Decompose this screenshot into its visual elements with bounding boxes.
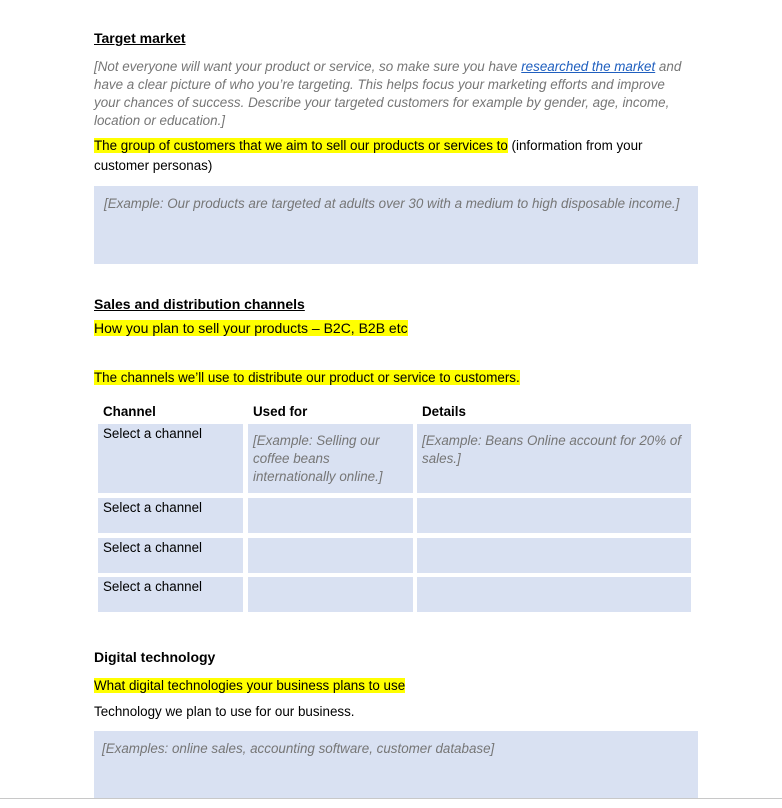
sales-channels-heading: Sales and distribution channels bbox=[94, 296, 305, 312]
details-example: [Example: Beans Online account for 20% of sales.] bbox=[422, 433, 682, 466]
details-cell[interactable] bbox=[417, 577, 691, 612]
channel-select-cell[interactable] bbox=[98, 538, 243, 573]
researched-the-market-link[interactable]: researched the market bbox=[521, 59, 656, 74]
details-cell[interactable] bbox=[417, 538, 691, 573]
target-market-heading: Target market bbox=[94, 30, 186, 46]
digital-tech-prompt: What digital technologies your business plans to use bbox=[94, 678, 406, 693]
details-cell[interactable] bbox=[417, 424, 691, 493]
used-for-cell[interactable] bbox=[248, 424, 413, 493]
digital-tech-intro: Technology we plan to use for our business. bbox=[94, 704, 355, 719]
page-edge-divider bbox=[0, 798, 782, 799]
channel-select-value: Select a channel bbox=[103, 579, 203, 594]
channel-select-cell[interactable] bbox=[98, 498, 243, 533]
digital-tech-example: [Examples: online sales, accounting software, customer database] bbox=[102, 741, 495, 756]
channel-select-cell[interactable] bbox=[98, 577, 243, 612]
digital-tech-field[interactable] bbox=[94, 731, 698, 798]
channel-select-cell[interactable] bbox=[98, 424, 243, 493]
target-market-prompt-rest: (information from your customer personas) bbox=[94, 138, 643, 173]
used-for-example: [Example: Selling our coffee beans internationally online.] bbox=[253, 433, 383, 484]
target-market-guidance bbox=[94, 58, 694, 130]
target-market-prompt bbox=[94, 136, 694, 176]
guidance-text-end: and have a clear picture of who you’re targeting. This helps focus your marketing efforts and improve your chances of success. Describe your targeted customers for example by gender, age, income, location or education.] bbox=[94, 59, 682, 128]
channel-select-value: Select a channel bbox=[103, 426, 203, 441]
column-header-channel: Channel bbox=[103, 404, 156, 419]
target-market-example: [Example: Our products are targeted at adults over 30 with a medium to high disposable income.] bbox=[104, 196, 680, 211]
used-for-cell[interactable] bbox=[248, 538, 413, 573]
sales-channels-subheading-wrap bbox=[94, 318, 408, 338]
channel-select-value: Select a channel bbox=[103, 500, 203, 515]
channel-select-value: Select a channel bbox=[103, 540, 203, 555]
channels-prompt: The channels we’ll use to distribute our product or service to customers. bbox=[94, 370, 520, 385]
guidance-text-start: [Not everyone will want your product or service, so make sure you have bbox=[94, 59, 522, 74]
column-header-details: Details bbox=[422, 404, 466, 419]
digital-tech-prompt-wrap bbox=[94, 676, 405, 696]
channels-prompt-wrap bbox=[94, 368, 520, 388]
column-header-used-for: Used for bbox=[253, 404, 308, 419]
used-for-cell[interactable] bbox=[248, 577, 413, 612]
target-market-prompt-highlight: The group of customers that we aim to sell our products or services to bbox=[94, 138, 508, 153]
target-market-field[interactable] bbox=[94, 186, 698, 264]
details-cell[interactable] bbox=[417, 498, 691, 533]
digital-technology-heading: Digital technology bbox=[94, 649, 216, 665]
sales-channels-subheading: How you plan to sell your products – B2C, B2B etc bbox=[94, 320, 408, 336]
used-for-cell[interactable] bbox=[248, 498, 413, 533]
